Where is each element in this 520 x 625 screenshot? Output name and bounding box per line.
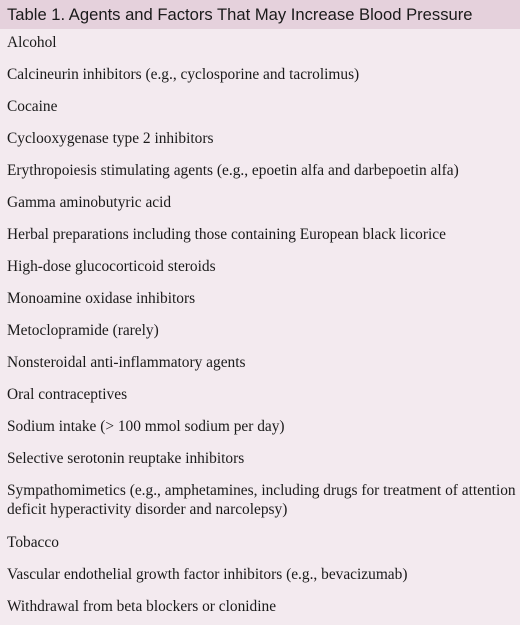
table-row: Oral contraceptives [7, 386, 128, 403]
table-row: Vascular endothelial growth factor inhibitors (e.g., bevacizumab) [7, 566, 408, 583]
table-row: Cyclooxygenase type 2 inhibitors [7, 130, 214, 147]
table-row: Tobacco [7, 534, 59, 551]
table-title: Table 1. Agents and Factors That May Increase Blood Pressure [0, 0, 520, 29]
table-row: Nonsteroidal anti-inflammatory agents [7, 354, 246, 371]
table-row: Erythropoiesis stimulating agents (e.g., epoetin alfa and darbepoetin alfa) [7, 162, 459, 179]
table-row: Sodium intake (> 100 mmol sodium per day) [7, 418, 285, 435]
table-row: Metoclopramide (rarely) [7, 322, 159, 339]
table-row: Sympathomimetics (e.g., amphetamines, including drugs for treatment of attention deficit hyperactivity disorder and narcolepsy) [7, 482, 516, 518]
table-row: Alcohol [7, 34, 57, 51]
table-row: Calcineurin inhibitors (e.g., cyclosporine and tacrolimus) [7, 66, 360, 83]
table-rows [0, 29, 520, 625]
table-row: Monoamine oxidase inhibitors [7, 290, 196, 307]
table-row: Selective serotonin reuptake inhibitors [7, 450, 245, 467]
table-row: Gamma aminobutyric acid [7, 194, 172, 211]
table-row: High-dose glucocorticoid steroids [7, 258, 216, 275]
table-row: Withdrawal from beta blockers or clonidine [7, 598, 277, 615]
table-row: Herbal preparations including those containing European black licorice [7, 226, 446, 243]
table-row: Cocaine [7, 98, 58, 115]
